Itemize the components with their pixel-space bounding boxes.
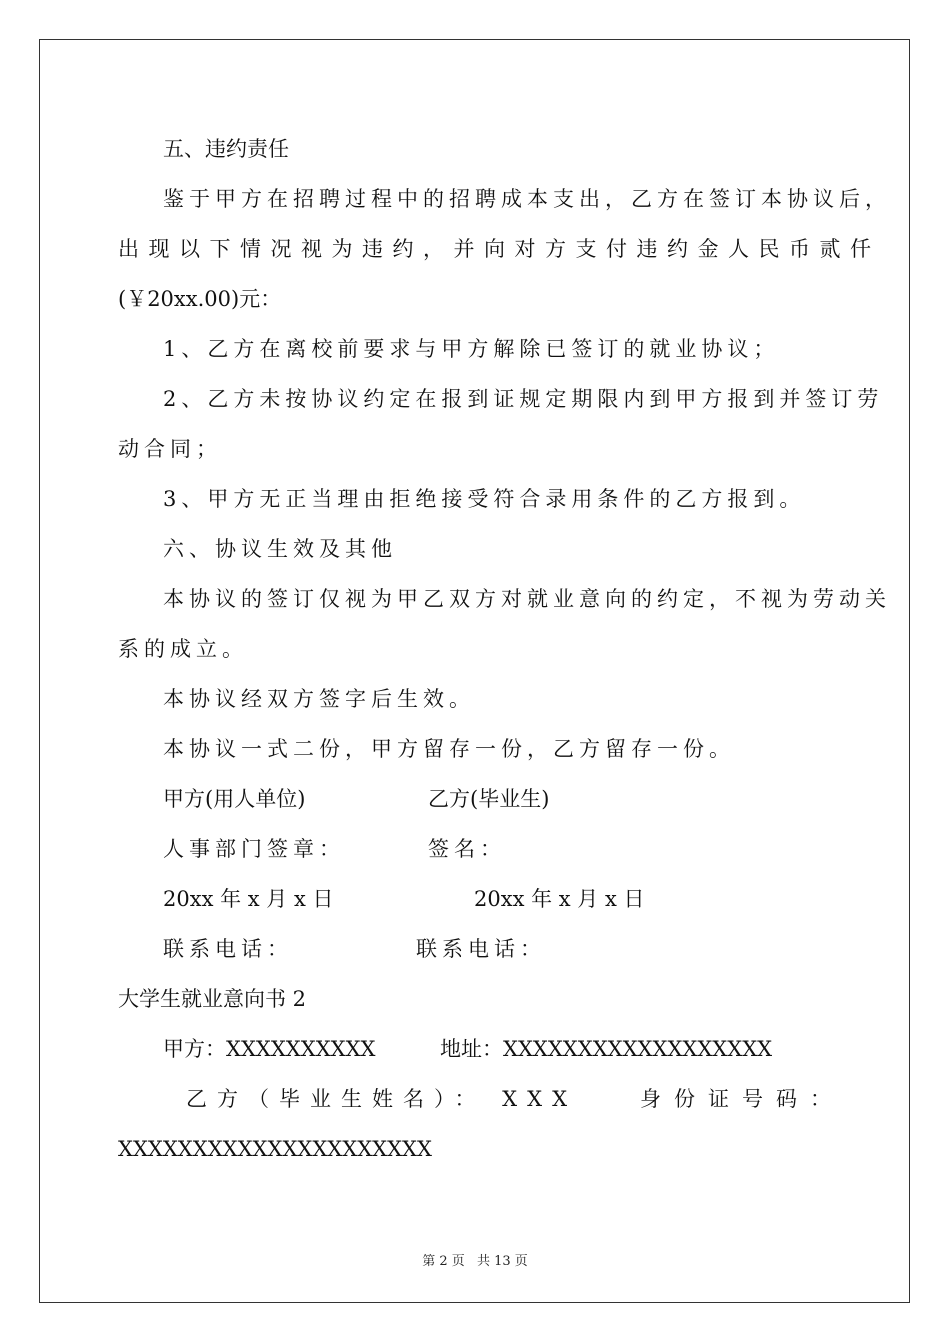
address-field: 地址：XXXXXXXXXXXXXXXXXX bbox=[440, 1037, 773, 1061]
page-border bbox=[39, 39, 910, 1303]
id-number-value: XXXXXXXXXXXXXXXXXXXXX bbox=[118, 1137, 432, 1161]
paragraph-line: 本协议一式二份，甲方留存一份，乙方留存一份。 bbox=[163, 737, 735, 761]
paragraph-line: (￥20xx.00)元： bbox=[118, 287, 282, 311]
list-item: 2、乙方未按协议约定在报到证规定期限内到甲方报到并签订劳 bbox=[163, 387, 884, 411]
signature-label: 签名： bbox=[428, 837, 506, 861]
date-a: 20xx 年 x 月 x 日 bbox=[163, 887, 334, 911]
list-item: 3、甲方无正当理由拒绝接受符合录用条件的乙方报到。 bbox=[163, 487, 806, 511]
id-number-label: 身份证号码： bbox=[640, 1087, 844, 1111]
party-b-field: 乙方（毕业生姓名）： XXX bbox=[186, 1087, 578, 1111]
page-total: 共 13 页 bbox=[476, 1254, 528, 1269]
paragraph-line: 出现以下情况视为违约，并向对方支付违约金人民币贰仟 bbox=[118, 237, 881, 261]
phone-a-label: 联系电话： bbox=[163, 937, 293, 961]
paragraph-line: 鉴于甲方在招聘过程中的招聘成本支出，乙方在签订本协议后， bbox=[163, 187, 891, 211]
section-heading-breach: 五、违约责任 bbox=[163, 137, 289, 161]
date-b: 20xx 年 x 月 x 日 bbox=[474, 887, 645, 911]
party-a-field: 甲方：XXXXXXXXXX bbox=[163, 1037, 376, 1061]
section-title: 大学生就业意向书 2 bbox=[118, 987, 307, 1011]
paragraph-line: 动合同； bbox=[118, 437, 222, 461]
section-heading-effect: 六、协议生效及其他 bbox=[163, 537, 397, 561]
page-number: 第 2 页 bbox=[422, 1254, 465, 1269]
list-item: 1、乙方在离校前要求与甲方解除已签订的就业协议； bbox=[163, 337, 780, 361]
paragraph-line: 本协议的签订仅视为甲乙双方对就业意向的约定，不视为劳动关 bbox=[163, 587, 891, 611]
party-a-label: 甲方(用人单位) bbox=[163, 787, 306, 811]
page-footer bbox=[0, 1250, 950, 1269]
hr-seal-label: 人事部门签章： bbox=[163, 837, 345, 861]
paragraph-line: 系的成立。 bbox=[118, 637, 248, 661]
party-b-label: 乙方(毕业生) bbox=[428, 787, 550, 811]
paragraph-line: 本协议经双方签字后生效。 bbox=[163, 687, 475, 711]
phone-b-label: 联系电话： bbox=[416, 937, 546, 961]
